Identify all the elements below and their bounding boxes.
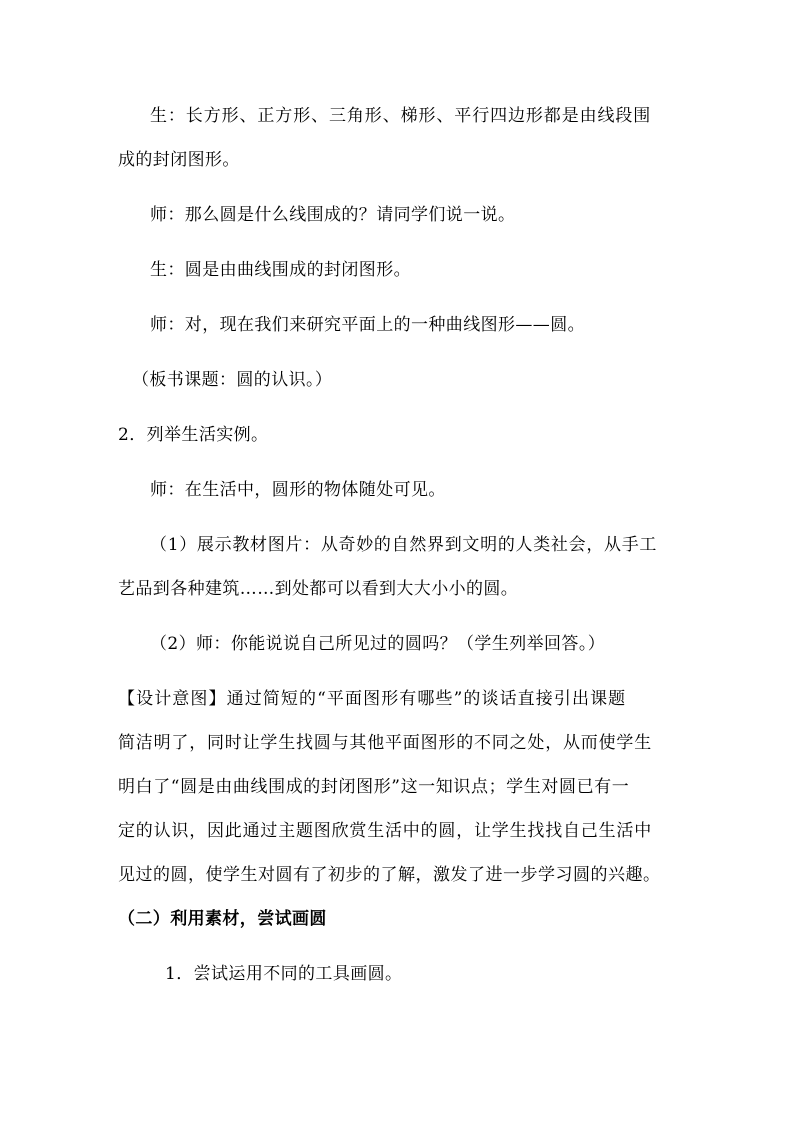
paragraph-teacher-question: 师：那么圆是什么线围成的？请同学们说一说。 (150, 205, 516, 225)
paragraph-teacher-introduction: 师：对，现在我们来研究平面上的一种曲线图形——圆。 (150, 315, 585, 335)
paragraph-student-circle-answer: 生：圆是由曲线围成的封闭图形。 (150, 260, 411, 280)
paragraph-tool-drawing: 1．尝试运用不同的工具画圆。 (165, 964, 403, 984)
design-intent-line-2: 简洁明了，同时让学生找圆与其他平面图形的不同之处，从而使学生 (118, 733, 652, 753)
paragraph-show-pictures-line-1: （1）展示教材图片：从奇妙的自然界到文明的人类社会，从手工 (150, 535, 658, 555)
design-intent-line-4: 定的认识，因此通过主题图欣赏生活中的圆，让学生找找自己生活中 (118, 821, 652, 841)
paragraph-student-answer-line-2: 成的封闭图形。 (118, 150, 240, 170)
design-intent-line-5: 见过的圆，使学生对圆有了初步的了解，激发了进一步学习圆的兴趣。 (118, 865, 661, 885)
paragraph-board-title-note: （板书课题：圆的认识。） (132, 370, 333, 390)
paragraph-show-pictures-line-2: 艺品到各种建筑……到处都可以看到大大小小的圆。 (118, 579, 519, 599)
design-intent-line-3: 明白了“圆是由曲线围成的封闭图形”这一知识点；学生对圆已有一 (118, 777, 630, 797)
design-intent-line-1: 【设计意图】通过简短的“平面图形有哪些”的谈话直接引出课题 (118, 689, 627, 709)
section-heading-draw-circle: （二）利用素材，尝试画圆 (118, 909, 327, 929)
paragraph-teacher-life-examples: 师：在生活中，圆形的物体随处可见。 (150, 480, 446, 500)
paragraph-student-answer-line-1: 生：长方形、正方形、三角形、梯形、平行四边形都是由线段围 (150, 106, 652, 126)
section-heading-life-examples: 2．列举生活实例。 (118, 425, 269, 445)
paragraph-teacher-prompt: （2）师：你能说说自己所见过的圆吗？（学生列举回答。） (150, 634, 606, 654)
